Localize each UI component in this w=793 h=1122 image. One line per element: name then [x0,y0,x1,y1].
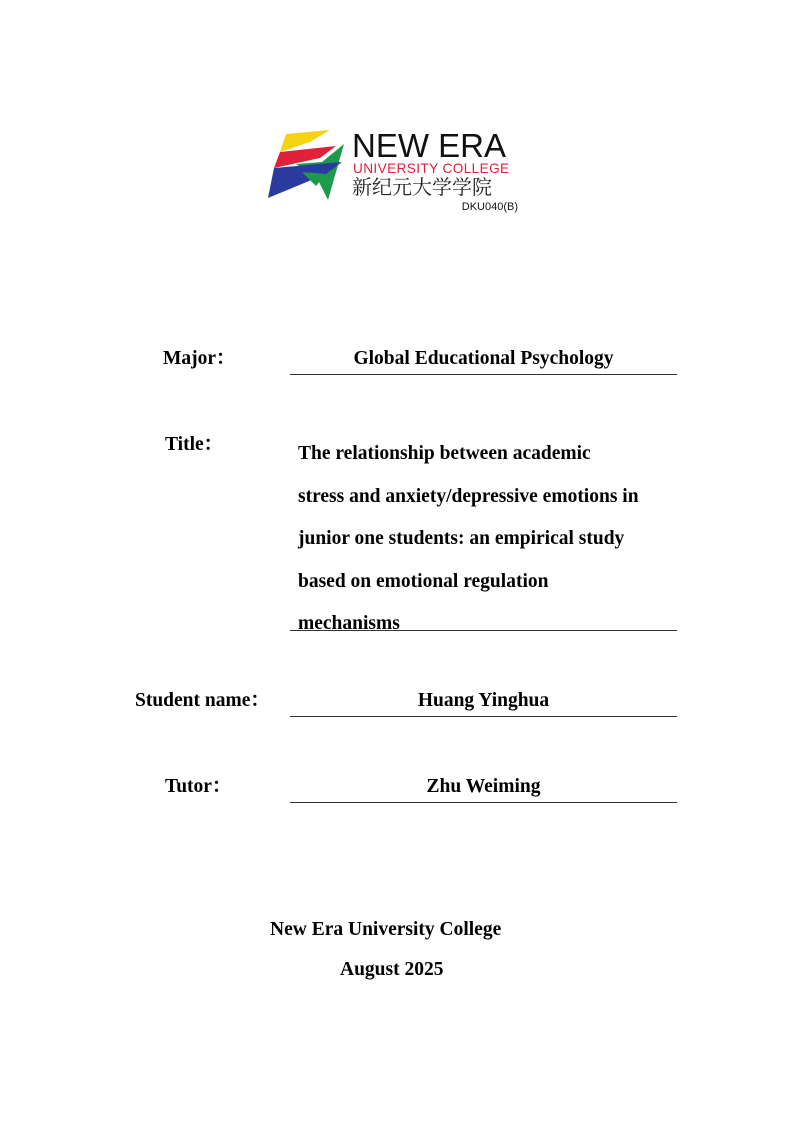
student-name-label: Student name： [135,690,270,711]
thesis-title-line: stress and anxiety/depressive emotions in [298,485,639,507]
new-era-logo-mark-icon [266,128,346,206]
title-underline [290,630,677,631]
institution-name: New Era University College [270,919,502,940]
thesis-title [298,433,688,646]
submission-date: August 2025 [340,959,444,980]
logo-subtitle-en: UNIVERSITY COLLEGE [353,161,510,176]
thesis-title-line: junior one students: an empirical study [298,528,625,550]
thesis-title-line: mechanisms [298,613,400,635]
university-logo [266,128,526,220]
major-underline [290,374,677,375]
thesis-title-line: The relationship between academic [298,443,591,464]
student-name-underline [290,716,677,717]
major-label: Major： [163,348,236,369]
logo-name-en: NEW ERA [352,127,507,164]
title-label: Title： [165,434,224,455]
logo-name-cn: 新纪元大学学院 [352,175,492,199]
tutor-underline [290,802,677,803]
student-name-value: Huang Yinghua [417,690,550,711]
logo-code: DKU040(B) [461,201,518,213]
major-value: Global Educational Psychology [353,348,614,369]
thesis-title-line: based on emotional regulation [298,570,549,592]
tutor-label: Tutor： [165,776,232,797]
tutor-value: Zhu Weiming [426,776,541,797]
